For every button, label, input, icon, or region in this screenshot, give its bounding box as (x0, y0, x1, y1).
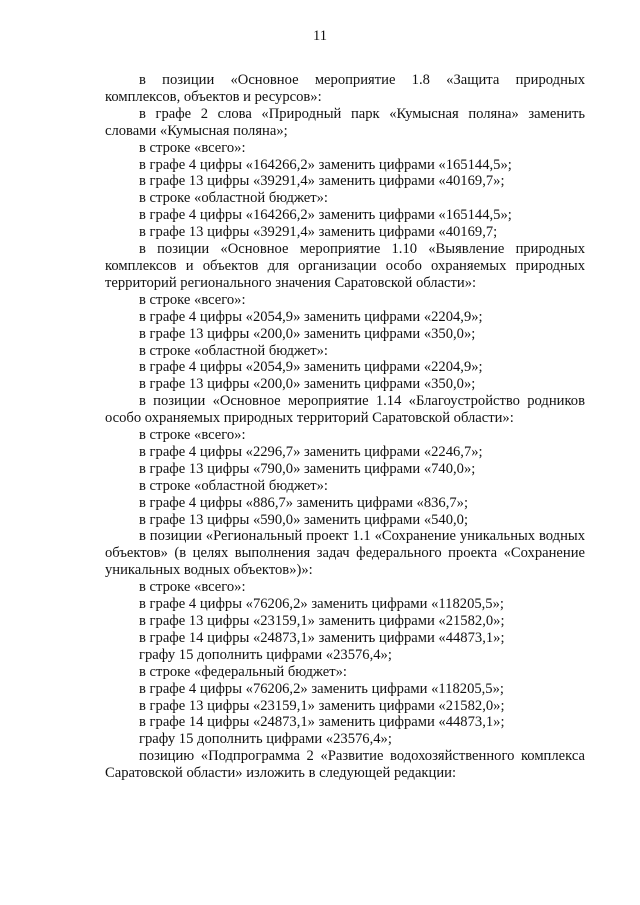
document-paragraph: в графе 4 цифры «886,7» заменить цифрами «836,7»; (139, 494, 469, 511)
document-paragraph: в графе 4 цифры «76206,2» заменить цифрами «118205,5»; (139, 596, 504, 613)
document-paragraph: графу 15 дополнить цифрами «23576,4»; (139, 646, 392, 663)
document-paragraph: в строке «областной бюджет»: (139, 477, 328, 494)
document-paragraph: графу 15 дополнить цифрами «23576,4»; (139, 731, 392, 748)
document-paragraph: в графе 4 цифры «76206,2» заменить цифрами «118205,5»; (139, 680, 504, 697)
document-paragraph: в графе 4 цифры «2054,9» заменить цифрами «2204,9»; (139, 359, 483, 376)
document-paragraph: в графе 13 цифры «590,0» заменить цифрами «540,0; (139, 511, 469, 528)
document-paragraph: в графе 4 цифры «2296,7» заменить цифрами «2246,7»; (139, 443, 483, 460)
document-paragraph: позицию «Подпрограмма 2 «Развитие водохозяйственного комплекса Саратовской области» изложить в следующей редакции: (105, 748, 585, 782)
document-paragraph: в строке «всего»: (139, 291, 246, 308)
document-paragraph: в строке «всего»: (139, 579, 246, 596)
document-paragraph: в позиции «Основное мероприятие 1.8 «Защита природных комплексов, объектов и ресурсов»: (105, 72, 585, 105)
document-paragraph: в графе 13 цифры «23159,1» заменить цифрами «21582,0»; (139, 697, 505, 714)
document-paragraph: в графе 2 слова «Природный парк «Кумысная поляна» заменить словами «Кумысная поляна»; (105, 105, 585, 139)
document-paragraph: в позиции «Региональный проект 1.1 «Сохранение уникальных водных объектов» (в целях выполнения задач федерального проекта «Сохранение уникальных водных объектов»)»: (105, 528, 585, 579)
document-paragraph: в графе 4 цифры «164266,2» заменить цифрами «165144,5»; (139, 156, 512, 173)
page-number: 11 (313, 28, 327, 44)
document-paragraph: в графе 13 цифры «200,0» заменить цифрами «350,0»; (139, 325, 476, 342)
document-paragraph: в позиции «Основное мероприятие 1.10 «Выявление природных комплексов и объектов для организации особо охраняемых природных территорий регионального значения Саратовской области»: (105, 241, 585, 291)
document-paragraph: в строке «областной бюджет»: (139, 190, 328, 207)
document-paragraph: в строке «федеральный бюджет»: (139, 663, 347, 680)
document-body (105, 72, 585, 782)
document-paragraph: в графе 13 цифры «39291,4» заменить цифрами «40169,7»; (139, 173, 505, 190)
document-paragraph: в графе 13 цифры «200,0» заменить цифрами «350,0»; (139, 376, 476, 393)
document-paragraph: в графе 13 цифры «23159,1» заменить цифрами «21582,0»; (139, 613, 505, 629)
document-paragraph: в графе 14 цифры «24873,1» заменить цифрами «44873,1»; (139, 714, 505, 731)
document-paragraph: в строке «областной бюджет»: (139, 342, 328, 359)
document-paragraph: в графе 4 цифры «2054,9» заменить цифрами «2204,9»; (139, 308, 483, 325)
document-paragraph: в строке «всего»: (139, 139, 246, 156)
document-paragraph: в графе 4 цифры «164266,2» заменить цифрами «165144,5»; (139, 207, 512, 224)
document-paragraph: в графе 14 цифры «24873,1» заменить цифрами «44873,1»; (139, 629, 505, 646)
document-paragraph: в графе 13 цифры «39291,4» заменить цифрами «40169,7; (139, 224, 498, 241)
document-paragraph: в позиции «Основное мероприятие 1.14 «Благоустройство родников особо охраняемых природных территорий Саратовской области»: (105, 393, 585, 427)
document-paragraph: в строке «всего»: (139, 427, 246, 444)
document-paragraph: в графе 13 цифры «790,0» заменить цифрами «740,0»; (139, 460, 476, 477)
